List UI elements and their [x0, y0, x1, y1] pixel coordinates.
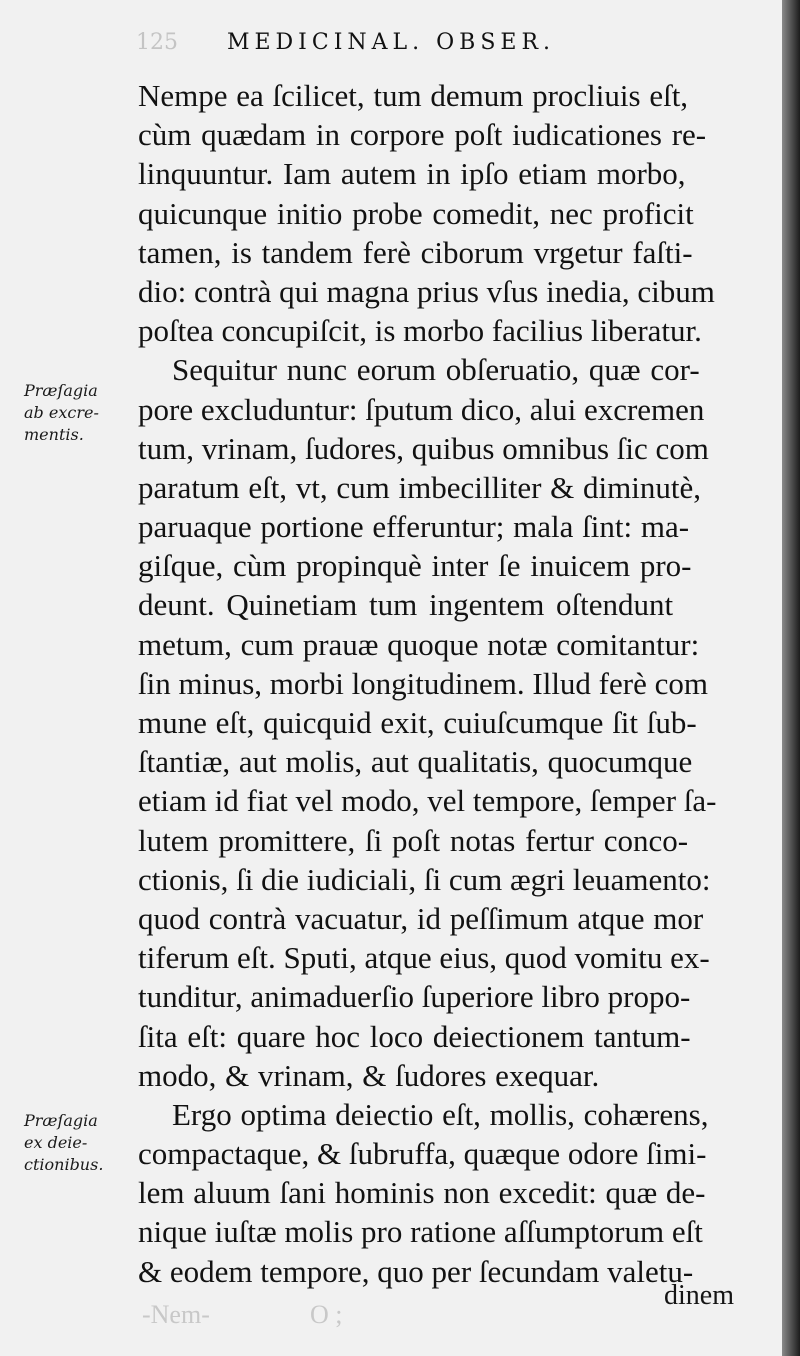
- text-line: dio: contrà qui magna prius vſus inedia, cibum: [138, 273, 715, 309]
- text-line: tunditur, animaduerſio ſuperiore libro propo-: [138, 979, 691, 1015]
- text-line: giſque, cùm propinquè inter ſe inuicem pro-: [138, 548, 692, 584]
- text-line: paruaque portione efferuntur; mala ſint: ma-: [138, 509, 690, 545]
- text-line: lutem promittere, ſi poſt notas fertur conco-: [138, 822, 689, 858]
- text-line: ſtantiæ, aut molis, aut qualitatis, quocumque: [138, 744, 693, 780]
- text-line: pore excluduntur: ſputum dico, alui excremen: [138, 391, 705, 427]
- text-line: quod contrà vacuatur, id peſſimum atque mor: [138, 900, 704, 936]
- marginal-note-excrementa: [24, 380, 134, 446]
- text-line: quicunque initio probe comedit, nec proficit: [138, 195, 694, 231]
- running-title: MEDICINAL. OBSER.: [226, 30, 556, 55]
- marginal-note-line: ab excre-: [24, 403, 99, 422]
- text-line: tum, vrinam, ſudores, quibus omnibus ſic com: [138, 430, 709, 466]
- text-line: tamen, is tandem ferè ciborum vrgetur faſti-: [138, 234, 693, 270]
- text-line: cùm quædam in corpore poſt iudicationes re-: [138, 117, 707, 153]
- text-line: tiferum eſt. Sputi, atque eius, quod vomitu ex-: [138, 940, 710, 976]
- text-line: ſin minus, morbi longitudinem. Illud ferè com: [138, 665, 708, 701]
- text-line: etiam id fiat vel modo, vel tempore, ſemper ſa-: [138, 783, 717, 819]
- book-gutter-shadow: [782, 0, 800, 1356]
- text-line: ſita eſt: quare hoc loco deiectionem tantum-: [138, 1018, 691, 1054]
- marginal-note-line: ex deie-: [24, 1133, 88, 1152]
- text-line: lem aluum ſani hominis non excedit: quæ de-: [138, 1175, 706, 1211]
- text-line: mune eſt, quicquid exit, cuiuſcumque ſit ſub-: [138, 705, 697, 740]
- main-text-block: [138, 76, 738, 1291]
- text-line: linquuntur. Iam autem in ipſo etiam morbo,: [138, 156, 686, 192]
- marginal-note-line: Præſagia: [24, 381, 98, 400]
- paragraph-start-line: Ergo optima deiectio eſt, mollis, cohærens,: [172, 1096, 709, 1132]
- text-line: nique iuſtæ molis pro ratione aſſumptorum eſt: [138, 1214, 703, 1250]
- marginal-note-deiectiones: [24, 1110, 134, 1176]
- text-line: ctionis, ſi die iudiciali, ſi cum ægri leuamento:: [138, 861, 711, 897]
- text-line: modo, & vrinam, & ſudores exequar.: [138, 1057, 600, 1093]
- marginal-note-line: mentis.: [24, 425, 84, 444]
- text-line: & eodem tempore, quo per ſecundam valetu-: [138, 1253, 694, 1289]
- text-line: paratum eſt, vt, cum imbecilliter & diminutè,: [138, 469, 702, 505]
- text-line: compactaque, & ſubruffa, quæque odore ſimi-: [138, 1136, 707, 1172]
- bleed-through-text: -Nem-: [142, 1300, 210, 1329]
- bleed-through-text: O ;: [310, 1300, 343, 1329]
- text-line: poſtea concupiſcit, is morbo facilius liberatur.: [138, 313, 702, 349]
- catchword: dinem: [664, 1280, 734, 1311]
- marginal-note-line: ctionibus.: [24, 1155, 104, 1174]
- text-line: deunt. Quinetiam tum ingentem oſtendunt: [138, 587, 674, 623]
- marginal-note-line: Præſagia: [24, 1111, 98, 1130]
- folio-number: 125: [136, 30, 178, 55]
- paragraph-start-line: Sequitur nunc eorum obſeruatio, quæ cor-: [172, 352, 700, 388]
- text-line: Nempe ea ſcilicet, tum demum procliuis eſt,: [138, 78, 689, 113]
- text-line: metum, cum prauæ quoque notæ comitantur:: [138, 626, 700, 662]
